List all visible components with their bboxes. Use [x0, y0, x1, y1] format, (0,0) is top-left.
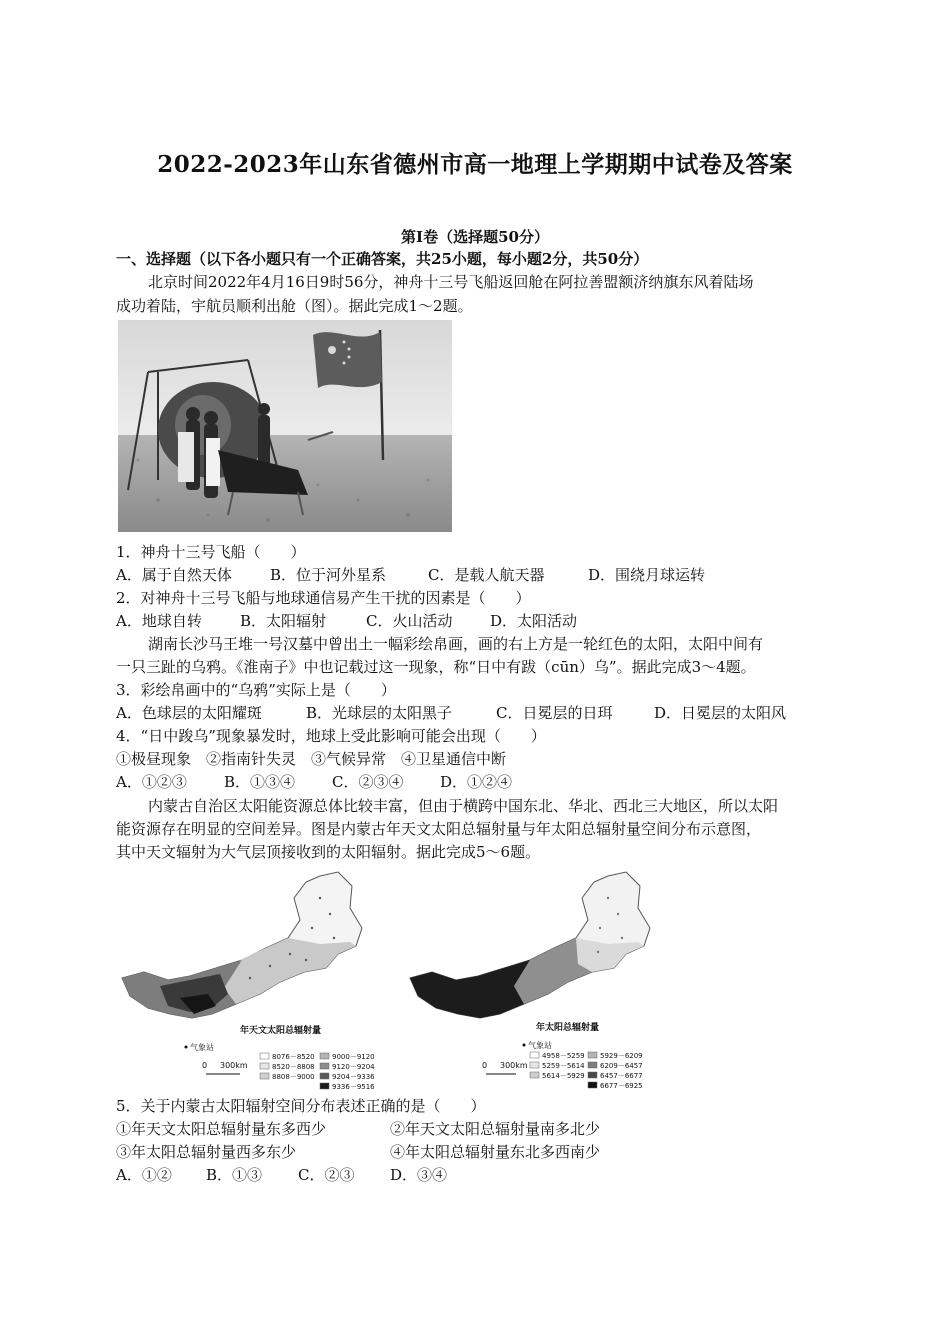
section-heading: 第Ⅰ卷（选择题50分）	[401, 228, 549, 246]
q5-option-c[interactable]: C．②③	[298, 1166, 355, 1184]
part-heading: 一、选择题（以下各小题只有一个正确答案，共25小题，每小题2分，共50分）	[116, 250, 649, 268]
q2-option-d[interactable]: D．太阳活动	[490, 612, 578, 630]
map_right-legend-label: 4958－5259	[542, 1052, 585, 1060]
page-title: 2022-2023年山东省德州市高一地理上学期期中试卷及答案	[157, 151, 793, 178]
passage-2-line-1: 湖南长沙马王堆一号汉墓中曾出土一幅彩绘帛画，画的右上方是一轮红色的太阳，太阳中间有	[148, 635, 764, 653]
passage-3-line-1: 内蒙古自治区太阳能资源总体比较丰富，但由于横跨中国东北、华北、西北三大地区，所以太阳	[148, 797, 779, 815]
map_left-legend-label: 9204－9336	[332, 1073, 375, 1081]
map-left-legend	[260, 1053, 375, 1091]
passage-1-line-1: 北京时间2022年4月16日9时56分，神舟十三号飞船返回舱在阿拉善盟额济纳旗东风着陆场	[148, 273, 754, 291]
q5-stem: 5．关于内蒙古太阳辐射空间分布表述正确的是（ ）	[116, 1097, 486, 1115]
map_right-legend-label: 6209－6457	[600, 1062, 643, 1070]
map_left-legend-label: 8520－8808	[272, 1063, 315, 1071]
passage-3-line-3: 其中天文辐射为大气层顶接收到的太阳辐射。据此完成5～6题。	[116, 843, 541, 861]
map_right-legend-label: 6677－6925	[600, 1082, 643, 1090]
map_left-legend-swatch	[320, 1053, 329, 1059]
q2-option-a[interactable]: A．地球自转	[116, 612, 202, 630]
station-marker-icon	[523, 1044, 526, 1047]
q5-item-2: ②年天文太阳总辐射量南多北少	[390, 1120, 601, 1138]
map_right-legend-label: 5614－5929	[542, 1072, 585, 1080]
q3-option-d[interactable]: D．日冕层的太阳风	[654, 704, 787, 722]
map-right-scale-zero: 0	[482, 1061, 488, 1070]
q4-option-d[interactable]: D．①②④	[440, 773, 513, 791]
passage-2-line-2: 一只三趾的乌鸦。《淮南子》中也记载过这一现象，称“日中有跋（cūn）乌”。据此完成3～4题。	[116, 658, 756, 676]
q5-options	[116, 1164, 447, 1186]
passage-3-line-2: 能资源存在明显的空间差异。图是内蒙古年天文太阳总辐射量与年太阳总辐射量空间分布示意图，	[116, 820, 762, 838]
q5-option-d[interactable]: D．③④	[390, 1166, 448, 1184]
q4-option-a[interactable]: A．①②③	[116, 773, 187, 791]
radiation-maps	[120, 868, 660, 1091]
map_right-legend-swatch	[588, 1082, 597, 1088]
q4-option-c[interactable]: C．②③④	[332, 773, 404, 791]
map_left-legend-swatch	[320, 1073, 329, 1079]
map-right-title: 年太阳总辐射量	[536, 1023, 600, 1033]
map_right-legend-swatch	[588, 1062, 597, 1068]
q2-option-b[interactable]: B．太阳辐射	[240, 612, 327, 630]
map-left-station: 气象站	[190, 1043, 214, 1052]
map_left-legend-label: 9120－9204	[332, 1063, 375, 1071]
q4-option-b[interactable]: B．①③④	[224, 773, 296, 791]
map-right-legend	[530, 1052, 643, 1090]
passage-1-line-2: 成功着陆，宇航员顺利出舱（图）。据此完成1～2题。	[116, 297, 473, 315]
map_right-legend-swatch	[588, 1072, 597, 1078]
q2-options	[116, 610, 577, 632]
map_right-legend-swatch	[530, 1072, 539, 1078]
map_left-legend-label: 9336－9516	[332, 1083, 375, 1091]
q1-option-a[interactable]: A．属于自然天体	[116, 566, 232, 584]
map-left-title: 年天文太阳总辐射量	[240, 1026, 322, 1036]
map_left-legend-label: 9000－9120	[332, 1053, 375, 1061]
map_left-legend-swatch	[320, 1083, 329, 1089]
map_right-legend-swatch	[530, 1052, 539, 1058]
q1-option-c[interactable]: C．是载人航天器	[428, 566, 545, 584]
map-astronomical-radiation	[122, 872, 375, 1091]
map_right-legend-swatch	[530, 1062, 539, 1068]
q5-option-b[interactable]: B．①③	[206, 1166, 263, 1184]
map_right-legend-label: 5929－6209	[600, 1052, 643, 1060]
q1-options	[116, 564, 705, 586]
q3-option-c[interactable]: C．日冕层的日珥	[496, 704, 613, 722]
map_left-legend-swatch	[320, 1063, 329, 1069]
map_right-legend-label: 6457－6677	[600, 1072, 643, 1080]
q5-item-1: ①年天文太阳总辐射量东多西少	[116, 1120, 327, 1138]
map-left-scale: 300km	[220, 1061, 248, 1070]
q5-item-4: ④年太阳总辐射量东北多西南少	[390, 1143, 601, 1161]
station-marker-icon	[185, 1046, 188, 1049]
q5-item-3: ③年太阳总辐射量西多东少	[116, 1143, 297, 1161]
map_left-legend-label: 8076－8520	[272, 1053, 315, 1061]
q1-option-b[interactable]: B．位于河外星系	[270, 566, 387, 584]
map_left-legend-swatch	[260, 1063, 269, 1069]
landing-photo	[118, 320, 452, 532]
map-right-station: 气象站	[528, 1041, 552, 1050]
q4-items: ①极昼现象 ②指南针失灵 ③气候异常 ④卫星通信中断	[116, 750, 507, 768]
map-right-scale: 300km	[500, 1061, 528, 1070]
q3-options	[116, 702, 786, 724]
map-total-radiation	[410, 872, 650, 1090]
q1-stem: 1．神舟十三号飞船（ ）	[116, 543, 306, 561]
q4-options	[116, 771, 512, 793]
q2-option-c[interactable]: C．火山活动	[366, 612, 453, 630]
q4-stem: 4．“日中踆乌”现象暴发时，地球上受此影响可能会出现（ ）	[116, 727, 546, 745]
q3-stem: 3．彩绘帛画中的“乌鸦”实际上是（ ）	[116, 681, 396, 699]
map_left-legend-swatch	[260, 1053, 269, 1059]
q3-option-b[interactable]: B．光球层的太阳黑子	[306, 704, 453, 722]
map_left-legend-swatch	[260, 1073, 269, 1079]
q5-items-row-1	[116, 1118, 600, 1140]
q5-items-row-2	[116, 1141, 600, 1163]
q3-option-a[interactable]: A．色球层的太阳耀斑	[116, 704, 262, 722]
map_right-legend-label: 5259－5614	[542, 1062, 585, 1070]
q2-stem: 2．对神舟十三号飞船与地球通信易产生干扰的因素是（ ）	[116, 589, 531, 607]
map_right-legend-swatch	[588, 1052, 597, 1058]
map-left-scale-zero: 0	[202, 1061, 208, 1070]
q1-option-d[interactable]: D．围绕月球运转	[588, 566, 706, 584]
q5-option-a[interactable]: A．①②	[116, 1166, 172, 1184]
map_left-legend-label: 8808－9000	[272, 1073, 315, 1081]
